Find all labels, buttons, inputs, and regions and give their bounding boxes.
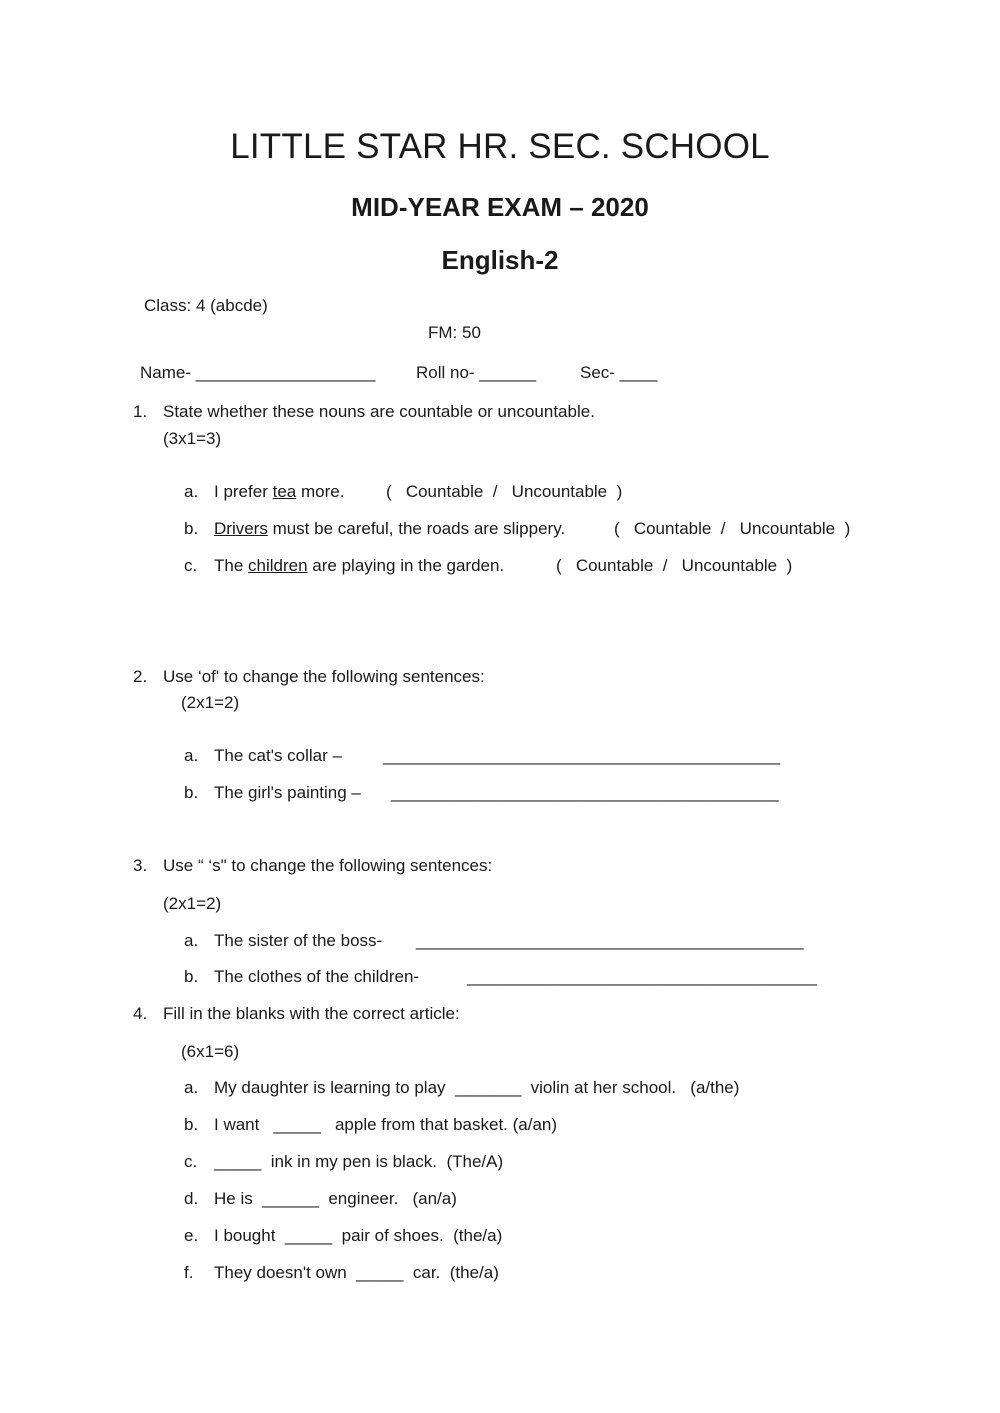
full-marks: FM: 50 (428, 323, 481, 342)
q4-item-a-text[interactable]: My daughter is learning to play _______ violin at her school. (a/the) (214, 1078, 740, 1097)
q4-item-a-letter: a. (184, 1078, 199, 1097)
q1-item-a-noun: tea (272, 482, 297, 501)
q1-item-c-pre: The (214, 556, 249, 575)
school-name: LITTLE STAR HR. SEC. SCHOOL (230, 127, 770, 166)
q3-item-a-text: The sister of the boss- (214, 931, 383, 950)
q4-item-c-letter: c. (184, 1152, 198, 1171)
q1-item-c-letter: c. (184, 556, 198, 575)
q2-item-b-letter: b. (184, 783, 199, 802)
q3-marks: (2x1=2) (163, 894, 222, 913)
q1-item-b-options[interactable]: ( Countable / Uncountable ) (614, 519, 851, 538)
section-field[interactable]: Sec- ____ (580, 363, 658, 382)
q1-item-a-pre: I prefer (214, 482, 273, 501)
q3-item-a-answer-blank[interactable]: _________________________________________ (416, 931, 804, 950)
q4-item-f-text[interactable]: They doesn't own _____ car. (the/a) (214, 1263, 499, 1282)
q2-number: 2. (133, 667, 148, 686)
q4-item-b-text[interactable]: I want _____ apple from that basket. (a/an) (214, 1115, 558, 1134)
q4-item-f-letter: f. (184, 1263, 194, 1282)
q1-item-a (214, 481, 344, 503)
q3-item-b-letter: b. (184, 967, 199, 986)
q3-item-a-letter: a. (184, 931, 199, 950)
q3-item-b-answer-blank[interactable]: _____________________________________ (467, 967, 817, 986)
q4-instruction: Fill in the blanks with the correct article: (163, 1004, 460, 1023)
subject-title: English-2 (441, 245, 559, 275)
roll-no-field[interactable]: Roll no- ______ (416, 363, 537, 382)
q2-instruction: Use ‘of' to change the following sentences: (163, 667, 485, 686)
q4-item-e-letter: e. (184, 1226, 199, 1245)
q4-number: 4. (133, 1004, 148, 1023)
q2-item-a-letter: a. (184, 746, 199, 765)
q4-item-e-text[interactable]: I bought _____ pair of shoes. (the/a) (214, 1226, 503, 1245)
q2-item-a-text: The cat's collar – (214, 746, 342, 765)
q1-item-a-options[interactable]: ( Countable / Uncountable ) (386, 482, 623, 501)
q1-marks: (3x1=3) (163, 429, 222, 448)
q1-item-b-noun: Drivers (214, 519, 268, 538)
q3-number: 3. (133, 856, 148, 875)
q4-item-d-letter: d. (184, 1189, 199, 1208)
q1-item-c-post: are playing in the garden. (307, 556, 505, 575)
q1-item-c (214, 555, 504, 577)
q3-instruction: Use “ ‘s" to change the following sentences: (163, 856, 493, 875)
q1-item-b-post: must be careful, the roads are slippery. (267, 519, 566, 538)
q1-item-c-noun: children (248, 556, 308, 575)
q1-instruction: State whether these nouns are countable or uncountable. (163, 402, 595, 421)
q1-item-a-post: more. (296, 482, 345, 501)
q2-item-b-text: The girl's painting – (214, 783, 361, 802)
q1-item-c-options[interactable]: ( Countable / Uncountable ) (556, 556, 793, 575)
q1-item-a-letter: a. (184, 482, 199, 501)
q2-item-b-answer-blank[interactable]: _________________________________________ (391, 783, 779, 802)
q3-item-b-text: The clothes of the children- (214, 967, 420, 986)
q1-number: 1. (133, 402, 148, 421)
exam-title: MID-YEAR EXAM – 2020 (351, 192, 649, 222)
q1-item-b-letter: b. (184, 519, 199, 538)
q4-item-b-letter: b. (184, 1115, 199, 1134)
q4-item-d-text[interactable]: He is ______ engineer. (an/a) (214, 1189, 457, 1208)
class-info: Class: 4 (abcde) (144, 296, 268, 315)
q4-item-c-text[interactable]: _____ ink in my pen is black. (The/A) (214, 1152, 504, 1171)
q2-marks: (2x1=2) (181, 693, 240, 712)
name-field[interactable]: Name- ___________________ (140, 363, 376, 382)
q2-item-a-answer-blank[interactable]: __________________________________________ (383, 746, 781, 765)
q1-item-b (214, 518, 565, 540)
q4-marks: (6x1=6) (181, 1042, 240, 1061)
